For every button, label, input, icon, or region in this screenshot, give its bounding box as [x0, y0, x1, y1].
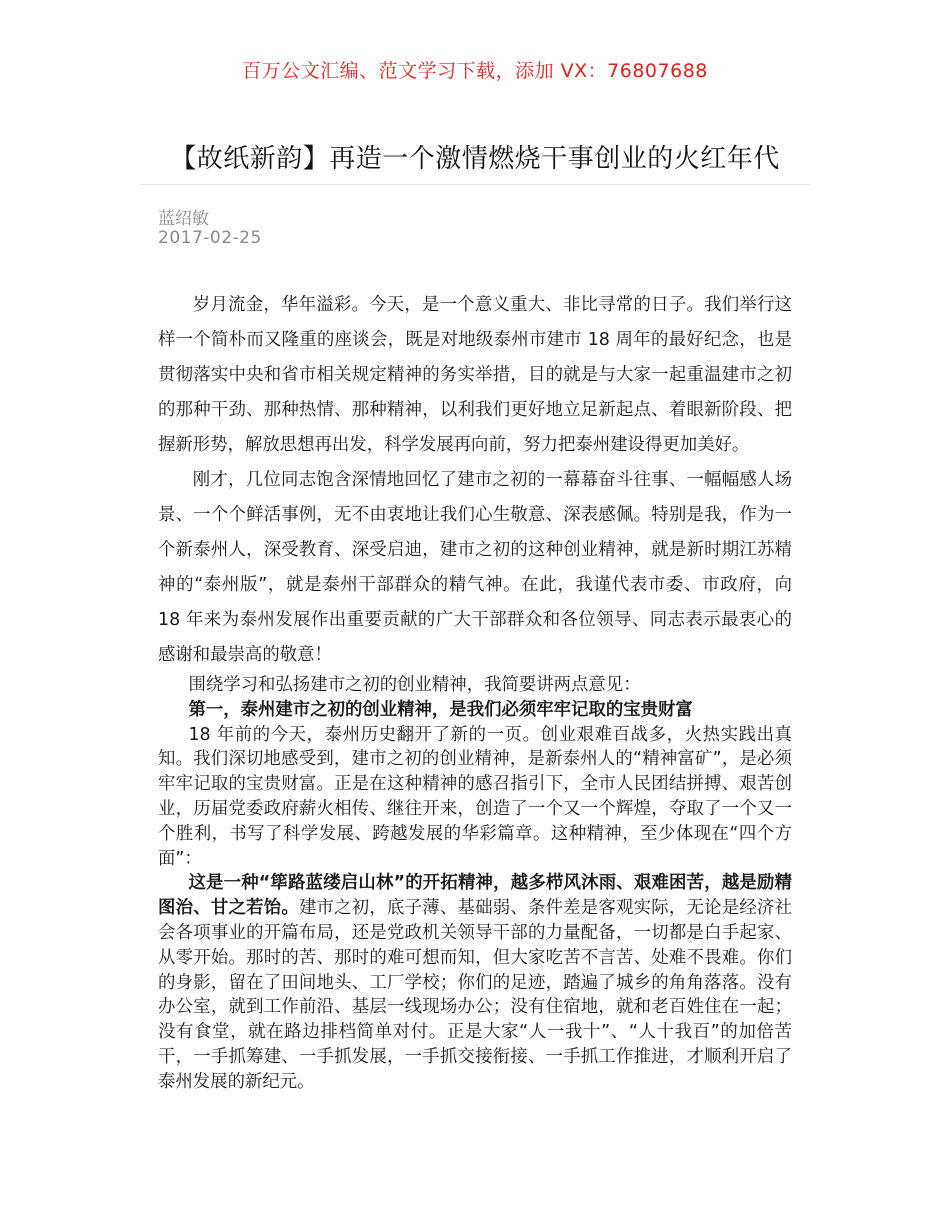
paragraph-history: 18 年前的今天，泰州历史翻开了新的一页。创业艰难百战多，火热实践出真知。我们深切地感受到，建市之初的创业精神，是新泰州人的“精神富矿”，是必须牢牢记取的宝贵财富。正是在这种精神的感召指引下，全市人民团结拼搏、艰苦创业，历届党委政府薪火相传、继往开来，创造了一个又一个辉煌，夺取了一个又一个胜利，书写了科学发展、跨越发展的华彩篇章。这种精神，至少体现在“四个方面”： — [158, 724, 792, 869]
promo-banner: 百万公文汇编、范文学习下载，添加 VX：76807688 — [242, 60, 708, 82]
paragraph-intro-points: 围绕学习和弘扬建市之初的创业精神，我简要讲两点意见： — [188, 675, 641, 695]
title-divider — [140, 184, 810, 185]
section-heading-first: 第一，泰州建市之初的创业精神，是我们必须牢牢记取的宝贵财富 — [188, 699, 693, 720]
pioneering-spirit-lead: 这是一种“筚路蓝缕启山林”的开拓精神，越多栉风沐雨、艰难困苦，越是励精图治、甘之若饴。 — [158, 873, 792, 919]
paragraph-pioneering-spirit — [158, 871, 792, 1094]
article-body — [158, 288, 792, 1095]
paragraph-recollection: 刚才，几位同志饱含深情地回忆了建市之初的一幕幕奋斗往事、一幅幅感人场景、一个个鲜活事例，无不由衷地让我们心生敬意、深表感佩。特别是我，作为一个新泰州人，深受教育、深受启迪，建市之初的这种创业精神，就是新时期江苏精神的“泰州版”，就是泰州干部群众的精气神。在此，我谨代表市委、市政府，向 18 年来为泰州发展作出重要贡献的广大干部群众和各位领导、同志表示最衷心的感谢和最崇高的敬意！ — [158, 470, 792, 665]
pioneering-spirit-text: 建市之初，底子薄、基础弱、条件差是客观实际，无论是经济社会各项事业的开篇布局，还是党政机关领导干部的力量配备，一切都是白手起家、从零开始。那时的苦、那时的难可想而知，但大家吃苦不言苦、处难不畏难。你们的身影，留在了田间地头、工厂学校；你们的足迹，踏遍了城乡的角角落落。没有办公室，就到工作前沿、基层一线现场办公；没有住宿地，就和老百姓住在一起；没有食堂，就在路边排档简单对付。正是大家“人一我十”、“人十我百”的加倍苦干，一手抓筹建、一手抓发展，一手抓交接衔接、一手抓工作推进，才顺利开启了泰州发展的新纪元。 — [158, 898, 792, 1092]
paragraph-opening: 岁月流金，华年溢彩。今天，是一个意义重大、非比寻常的日子。我们举行这样一个简朴而又隆重的座谈会，既是对地级泰州市建市 18 周年的最好纪念，也是贯彻落实中央和省市相关规定精神的务实举措，目的就是与大家一起重温建市之初的那种干劲、那种热情、那种精神，以利我们更好地立足新起点、着眼新阶段、把握新形势，解放思想再出发，科学发展再向前，努力把泰州建设得更加美好。 — [158, 295, 792, 455]
article-author: 蓝绍敏 — [158, 209, 209, 229]
article-date: 2017-02-25 — [158, 228, 262, 248]
article-title: 【故纸新韵】再造一个激情燃烧干事创业的火红年代 — [170, 144, 780, 174]
